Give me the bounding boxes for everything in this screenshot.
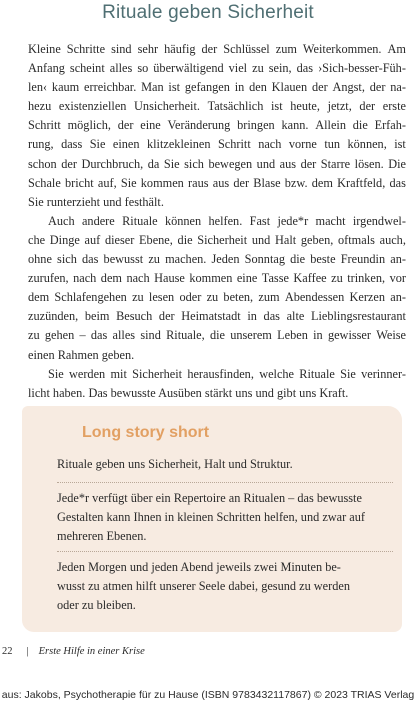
text-line: licht haben. Das bewusste Ausüben stärkt uns und gibt uns Kraft. xyxy=(28,385,349,400)
text-line: Rituale geben uns Sicherheit, Halt und Struktur. xyxy=(57,457,293,471)
text-line: Jede*r verfügt über ein Repertoire an Ritualen – das bewusste xyxy=(57,491,362,505)
summary-item xyxy=(57,489,392,546)
text-line: Sie werden mit Sicherheit herausfinden, welche Rituale Sie verinner- xyxy=(48,366,406,381)
text-line: zuzünden, beim Besuch der Heimatstadt in das alte Lieblingsrestaurant xyxy=(28,309,406,324)
summary-item xyxy=(57,455,392,474)
text-line: Anfang scheint alles so überwältigend viel zu sein, das ›Sich-besser-Füh- xyxy=(28,61,406,76)
text-line: rung, dass Sie einen klitzekleinen Schritt nach vorne tun können, ist xyxy=(28,137,406,152)
text-line: einen Rahmen geben. xyxy=(28,347,135,362)
section-heading: Rituale geben Sicherheit xyxy=(102,2,314,23)
body-text xyxy=(28,40,406,403)
page-number: 22 xyxy=(2,646,13,657)
text-line: che Dinge auf dieser Ebene, die Sicherheit und Halt geben, oftmals auch, xyxy=(28,232,406,247)
footer-separator: | xyxy=(26,646,29,657)
summary-item xyxy=(57,558,392,615)
text-line: schon der Durchbruch, da Sie sich bewegen und aus der Starre lösen. Die xyxy=(28,156,406,171)
text-line: zu gehen – das alles sind Rituale, die unserem Leben in gewisser Weise xyxy=(28,328,406,343)
text-line: oder zu bleiben. xyxy=(57,598,136,613)
text-line: Auch andere Rituale können helfen. Fast jede*r macht irgendwel- xyxy=(48,213,406,228)
summary-divider xyxy=(57,551,393,552)
text-line: dem Schlafengehen zu lesen oder zu beten, zum Abendessen Kerzen an- xyxy=(28,290,406,305)
text-line: wusst zu atmen hilft unserer Seele dabei, gesund zu werden xyxy=(57,579,350,594)
summary-divider xyxy=(57,482,393,483)
page-footer xyxy=(2,646,145,657)
summary-box-title: Long story short xyxy=(82,424,210,441)
text-line: Sie runterzieht und festhält. xyxy=(28,194,164,209)
text-line: ohne sich das bewusst zu machen. Jeden Sonntag die beste Freundin an- xyxy=(28,252,406,267)
text-line: zurufen, nach dem nach Hause kommen eine Tasse Kaffee zu trinken, vor xyxy=(28,271,406,286)
text-line: len‹ kaum erreichbar. Man ist gefangen in den Klauen der Angst, der na- xyxy=(28,80,406,95)
chapter-title: Erste Hilfe in einer Krise xyxy=(38,646,145,657)
text-line: Jeden Morgen und jeden Abend jeweils zwei Minuten be- xyxy=(57,560,341,574)
text-line: Gestalten kann Ihnen in kleinen Schritten helfen, und zwar auf xyxy=(57,510,365,525)
text-line: hezu existenziellen Unsicherheit. Tatsächlich ist heute, jetzt, der erste xyxy=(28,99,406,114)
text-line: Schale bricht auf, Sie kommen raus aus der Blase bzw. dem Kraftfeld, das xyxy=(28,175,406,190)
text-line: mehreren Ebenen. xyxy=(57,529,147,544)
text-line: Schritt möglich, der eine Veränderung bringen kann. Allein die Erfah- xyxy=(28,118,406,133)
text-line: Kleine Schritte sind sehr häufig der Schlüssel zum Weiterkommen. Am xyxy=(28,42,406,56)
source-citation: aus: Jakobs, Psychotherapie für zu Hause (ISBN 9783432117867) © 2023 TRIAS Verlag xyxy=(1,689,415,701)
